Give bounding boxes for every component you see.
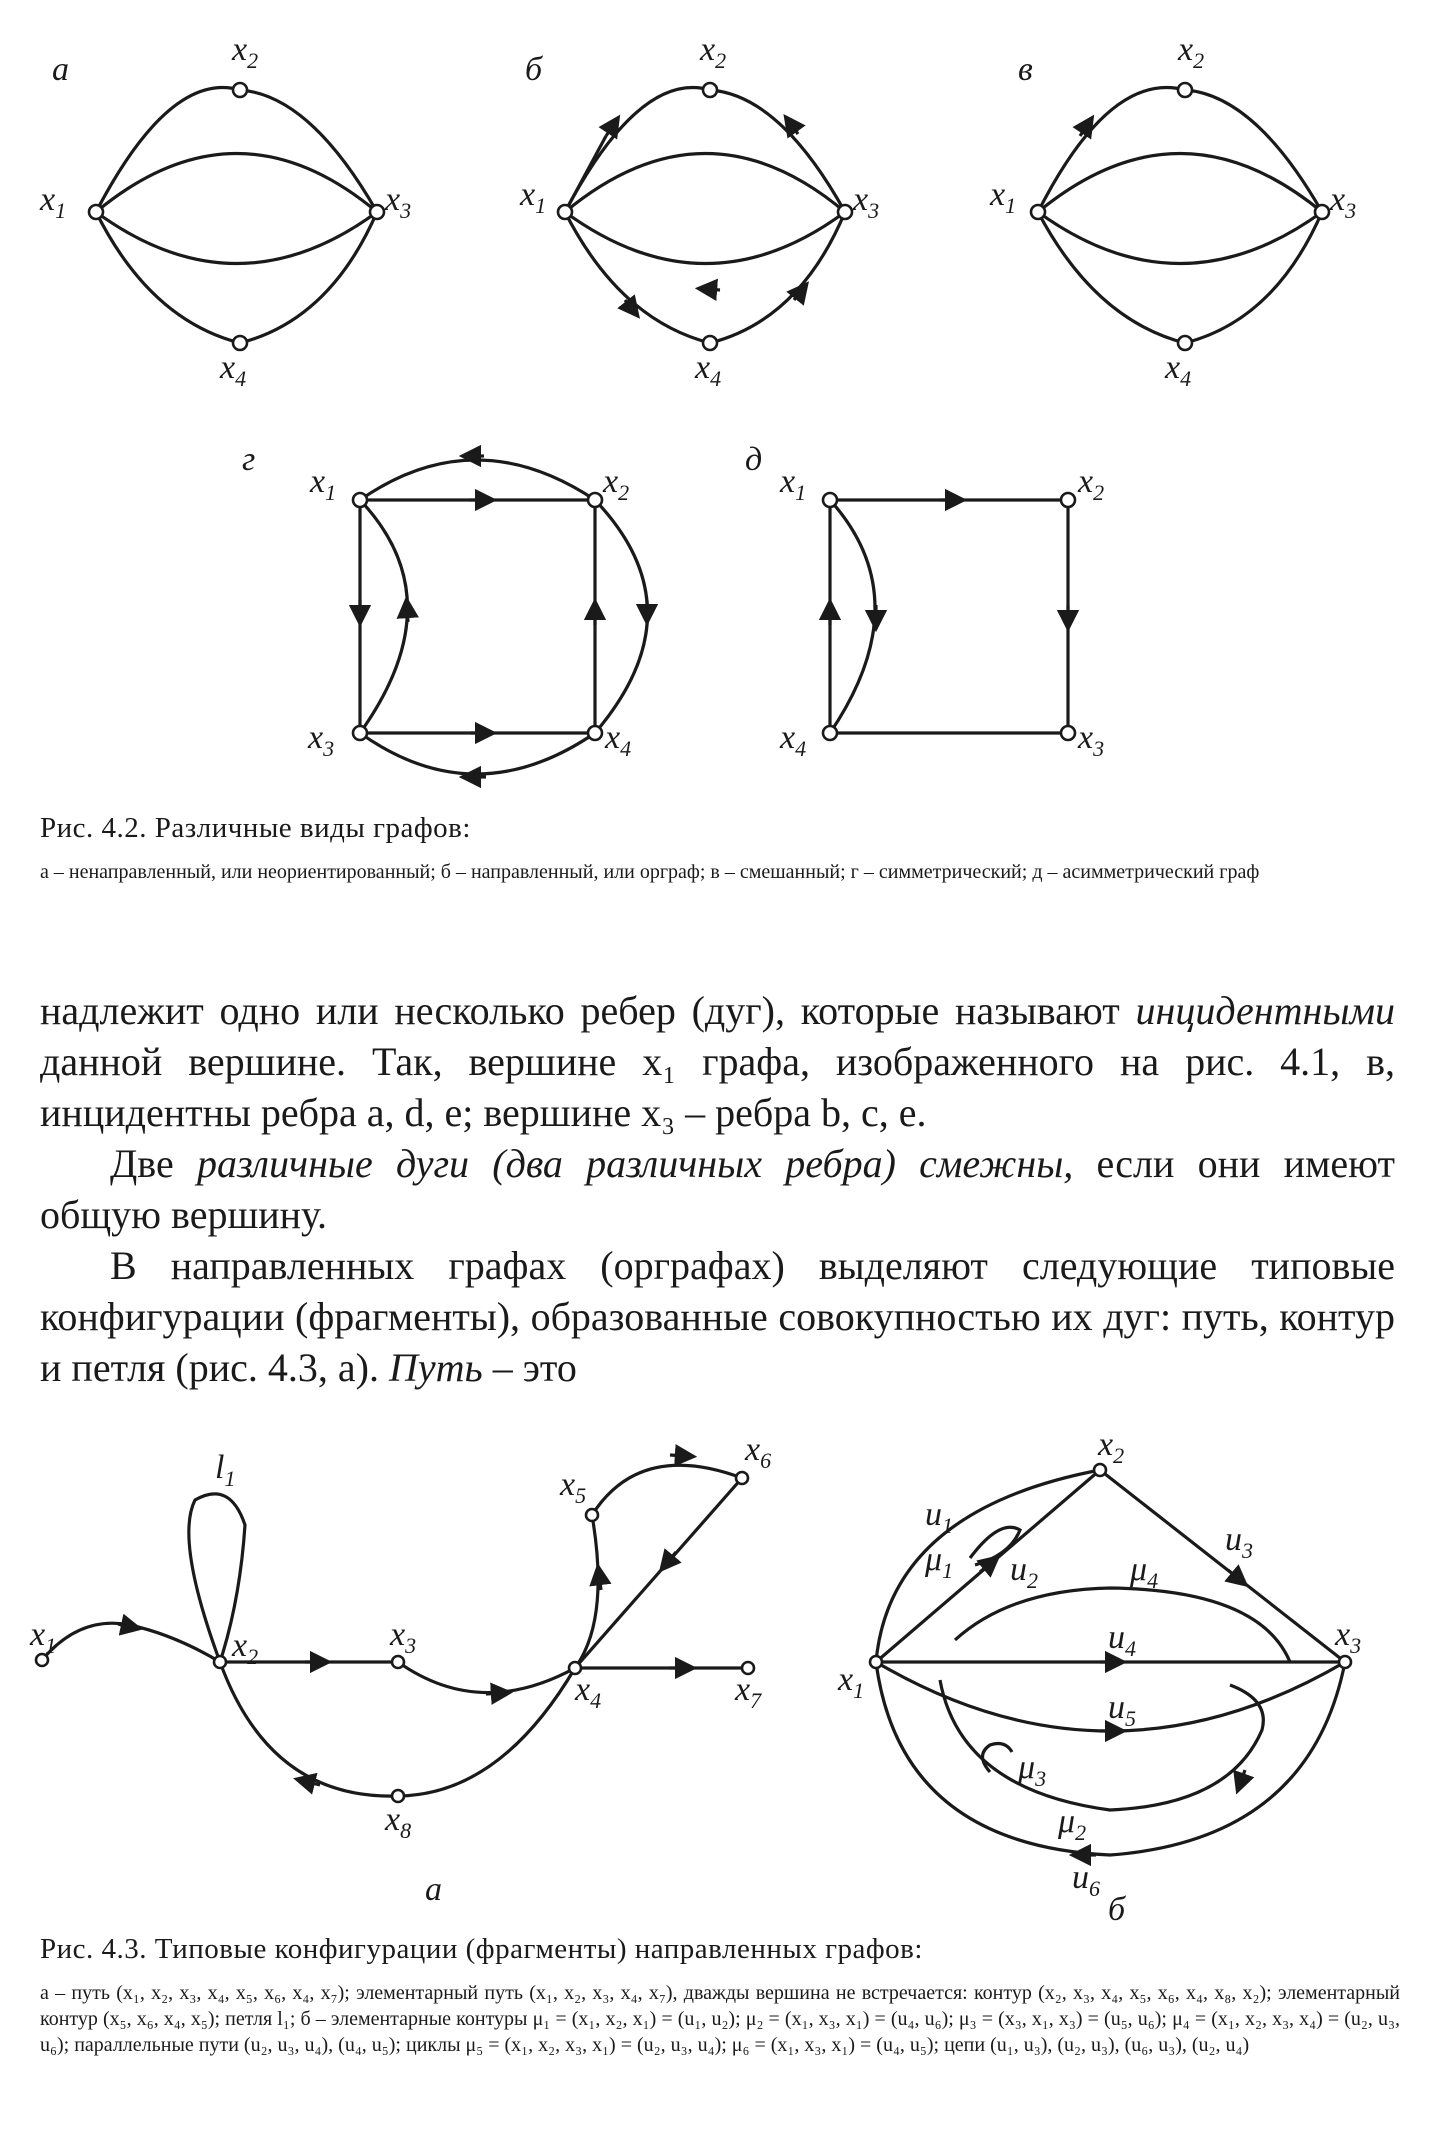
svg-text:x4: $x_4$ [605,719,632,761]
svg-text:x2: $x_2$ [1178,31,1205,73]
svg-text:x2: $x_2$ [232,1627,259,1669]
paragraph-2: Две различные дуги (два различных ребра) смежны, если они имеют общую вершину. [40,1141,1395,1237]
svg-text:x3: $x_3$ [1330,181,1357,223]
graph-4-3-b [837,1426,1361,1928]
paragraph-1: надлежит одно или несколько ребер (дуг), которые называют инцидентными данной вершине. Так, вершине x₁ графа, изображенного на рис. 4.1, в, инцидентны ребра a, d, e; вершине x₃ – ребра b, c, e. [40,988,1395,1135]
figure-4-2-caption-title: Рис. 4.2. Различные виды графов: [40,812,471,844]
figure-4-2-caption-note: а – ненаправленный, или неориентированный; б – направленный, или орграф; в – смешанный; г – симметрический; д – асимметрический граф [40,861,1260,883]
figure-4-3 [0,1400,1439,1940]
graph-b [519,31,879,391]
svg-text:μ3: $\mu_3$ [1018,1749,1047,1791]
svg-text:μ4: $\mu_4$ [1130,1551,1159,1593]
svg-text:l1: $l_1$ [215,1449,236,1491]
svg-text:μ2: $\mu_2$ [1058,1803,1087,1845]
svg-text:x3: $x_3$ [1078,719,1105,761]
svg-text:x1: $x_1$ [30,1616,57,1658]
svg-text:x4: $x_4$ [220,349,247,391]
svg-text:x2: $x_2$ [700,31,727,73]
graph-d [779,463,1104,761]
svg-text:x3: $x_3$ [308,719,335,761]
svg-text:x8: $x_8$ [385,1801,412,1843]
svg-text:x2: $x_2$ [1078,463,1105,505]
svg-text:x1: $x_1$ [520,176,547,218]
svg-text:x4: $x_4$ [780,719,807,761]
svg-text:u1: $u_1$ [925,1496,953,1538]
panel-label-b: б [525,51,543,88]
panel-label-v: в [1018,51,1033,88]
svg-text:x3: $x_3$ [853,181,880,223]
svg-text:x1: $x_1$ [990,176,1017,218]
panel-label-4-3-a: а [425,1871,442,1908]
svg-text:x6: $x_6$ [745,1431,772,1473]
svg-text:x1: $x_1$ [40,181,67,223]
svg-text:u2: $u_2$ [1010,1551,1038,1593]
svg-text:x2: $x_2$ [603,463,630,505]
svg-text:u3: $u_3$ [1225,1521,1253,1563]
figure-4-3-caption [40,1933,1400,2058]
svg-text:x4: $x_4$ [575,1671,602,1713]
panel-label-d: д [745,441,763,478]
panel-label-g: г [242,441,256,478]
svg-text:u4: $u_4$ [1108,1619,1136,1661]
svg-text:x1: $x_1$ [310,463,337,505]
figure-4-3-caption-note: а – путь (x₁, x₂, x₃, x₄, x₅, x₆, x₄, x₇); элементарный путь (x₁, x₂, x₃, x₄, x₇), дважды вершина не встречается: контур (x₂, x₃, x₄, x₅, x₆, x₄, x₈, x₂); элементарный контур (x₅, x₆, x₄, x₅); петля l₁; б – элементарные контуры μ₁ = (x₁, x₂, x₁) = (u₁, u₂); μ₂ = (x₁, x₃, x₁) = (u₄, u₆); μ₃ = (x₃, x₁, x₃) = (u₅, u₆); μ₄ = (x₁, x₂, x₃, x₄) = (u₂, u₃, u₆); параллельные пути (u₂, u₃, u₄), (u₄, u₅); циклы μ₅ = (x₁, x₂, x₃, x₁) = (u₂, u₃, u₄); μ₆ = (x₁, x₃, x₁) = (u₄, u₅); цепи (u₁, u₃), (u₂, u₃), (u₆, u₃), (u₂, u₄) [40,1982,1400,2056]
svg-text:x1: $x_1$ [838,1661,865,1703]
panel-label-4-3-b: б [1108,1891,1126,1928]
graph-v [989,31,1356,391]
svg-text:x4: $x_4$ [1165,349,1192,391]
graph-g [307,456,648,777]
graph-a [39,31,411,391]
svg-text:x2: $x_2$ [1098,1426,1125,1468]
svg-text:μ1: $\mu_1$ [925,1541,954,1583]
svg-text:x4: $x_4$ [695,349,722,391]
panel-label-a: а [52,51,69,88]
figure-4-3-caption-title: Рис. 4.3. Типовые конфигурации (фрагменты) направленных графов: [40,1933,923,1965]
figure-4-2-caption [40,812,1400,885]
graph-4-3-a [29,1431,771,1908]
svg-text:u5: $u_5$ [1108,1689,1136,1731]
svg-text:x3: $x_3$ [1335,1616,1362,1658]
paragraph-3: В направленных графах (орграфах) выделяют следующие типовые конфигурации (фрагменты), образованные совокупностью их дуг: путь, контур и петля (рис. 4.3, а). Путь – это [40,1243,1395,1390]
svg-text:x7: $x_7$ [735,1671,762,1713]
figure-4-2 [0,0,1439,800]
body-text [40,985,1395,1393]
svg-text:x1: $x_1$ [780,463,807,505]
svg-text:x2: $x_2$ [232,31,259,73]
svg-text:u6: $u_6$ [1072,1859,1100,1901]
svg-text:x3: $x_3$ [385,181,412,223]
svg-text:x5: $x_5$ [560,1466,587,1508]
svg-text:x3: $x_3$ [390,1616,417,1658]
